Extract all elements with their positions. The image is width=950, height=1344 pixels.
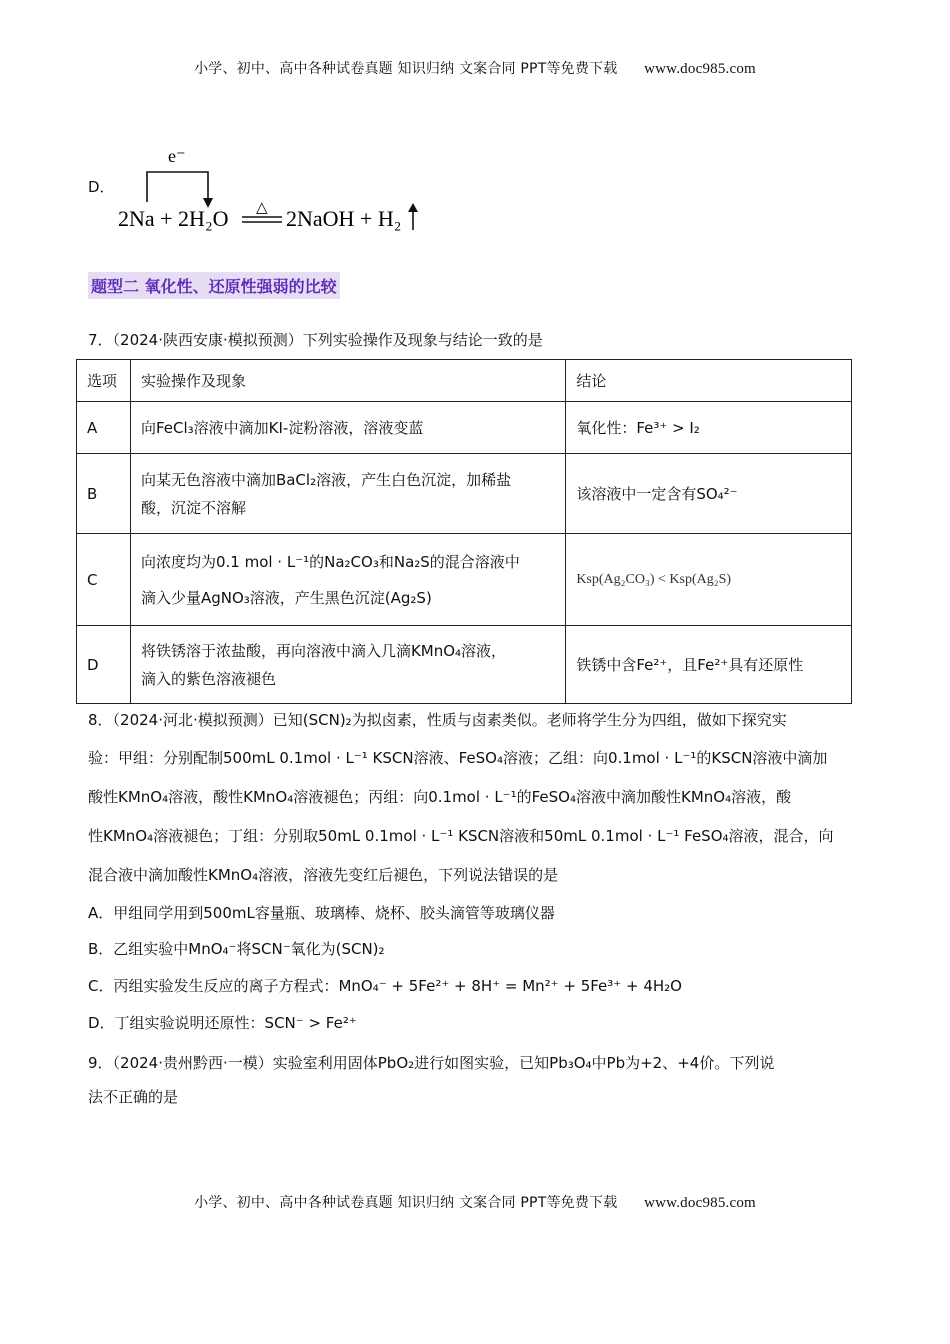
q7-table <box>76 359 852 704</box>
q8-line-3: 酸性KMnO₄溶液，酸性KMnO₄溶液褪色；丙组：向0.1mol · L⁻¹的FeSO₄溶液中滴加酸性KMnO₄溶液，酸 <box>88 788 792 806</box>
row-conclusion: 该溶液中一定含有SO₄²⁻ <box>566 454 852 534</box>
option-d-label: D． <box>88 178 115 196</box>
q8-line-5: 混合液中滴加酸性KMnO₄溶液，溶液先变红后褪色，下列说法错误的是 <box>88 866 559 884</box>
row-option: B <box>77 454 131 534</box>
row-operation <box>130 454 565 534</box>
table-row <box>77 454 852 534</box>
q7-stem: 7．（2024·陕西安康·模拟预测）下列实验操作及现象与结论一致的是 <box>88 331 543 349</box>
header-option: 选项 <box>77 360 131 402</box>
equation-right: 2NaOH + H₂ <box>286 206 402 231</box>
q9-line-2: 法不正确的是 <box>88 1088 179 1106</box>
footer-text: 小学、初中、高中各种试卷真题 知识归纳 文案合同 PPT等免费下载 <box>194 1195 618 1211</box>
heat-symbol: △ <box>256 200 268 216</box>
operation-line-2: 滴入少量AgNO₃溶液，产生黑色沉淀(Ag₂S) <box>140 588 432 607</box>
header-operation: 实验操作及现象 <box>130 360 565 402</box>
row-operation: 向FeCl₃溶液中滴加KI-淀粉溶液，溶液变蓝 <box>130 402 565 454</box>
q8-line-2: 验：甲组：分别配制500mL 0.1mol · L⁻¹ KSCN溶液、FeSO₄溶液；乙组：向0.1mol · L⁻¹的KSCN溶液中滴加 <box>88 749 828 767</box>
header-text: 小学、初中、高中各种试卷真题 知识归纳 文案合同 PPT等免费下载 <box>194 61 618 77</box>
section-title: 题型二 氧化性、还原性强弱的比较 <box>88 272 340 299</box>
row-option: C <box>77 534 131 626</box>
header-site-link[interactable]: www.doc985.com <box>644 61 756 77</box>
row-operation <box>130 534 565 626</box>
gas-up-arrow-icon <box>408 203 418 230</box>
q8-line-1: 8．（2024·河北·模拟预测）已知(SCN)₂为拟卤素，性质与卤素类似。老师将学生分为四组，做如下探究实 <box>88 711 787 729</box>
operation-line-1: 向某无色溶液中滴加BaCl₂溶液，产生白色沉淀，加稀盐 <box>140 470 512 489</box>
q8-option-d[interactable]: D．丁组实验说明还原性：SCN⁻ > Fe²⁺ <box>88 1014 357 1032</box>
row-conclusion: 氧化性：Fe³⁺ > I₂ <box>566 402 852 454</box>
operation-line-1: 将铁锈溶于浓盐酸，再向溶液中滴入几滴KMnO₄溶液， <box>140 641 507 660</box>
row-option: D <box>77 626 131 704</box>
equation-left: 2Na + 2H₂O <box>118 206 229 231</box>
footer-site-link[interactable]: www.doc985.com <box>644 1195 756 1211</box>
q9-line-1: 9．（2024·贵州黔西·一模）实验室利用固体PbO₂进行如图实验，已知Pb₃O₄中Pb为+2、+4价。下列说 <box>88 1054 775 1072</box>
page-header <box>0 58 950 78</box>
operation-line-2: 酸，沉淀不溶解 <box>140 498 246 517</box>
operation-line-2: 滴入的紫色溶液褪色 <box>140 669 276 688</box>
electron-label: e⁻ <box>168 146 186 166</box>
table-header-row <box>77 360 852 402</box>
page-footer <box>0 1192 950 1212</box>
operation-line-1: 向浓度均为0.1 mol · L⁻¹的Na₂CO₃和Na₂S的混合溶液中 <box>140 552 520 571</box>
header-conclusion: 结论 <box>566 360 852 402</box>
electron-transfer-diagram <box>110 140 440 235</box>
q8-option-b[interactable]: B．乙组实验中MnO₄⁻将SCN⁻氧化为(SCN)₂ <box>88 940 385 958</box>
row-operation <box>130 626 565 704</box>
q8-option-a[interactable]: A．甲组同学用到500mL容量瓶、玻璃棒、烧杯、胶头滴管等玻璃仪器 <box>88 904 555 922</box>
row-conclusion: Ksp(Ag₂CO₃) < Ksp(Ag₂S) <box>566 534 852 626</box>
table-row <box>77 402 852 454</box>
row-conclusion: 铁锈中含Fe²⁺，且Fe²⁺具有还原性 <box>566 626 852 704</box>
q8-option-c[interactable]: C．丙组实验发生反应的离子方程式：MnO₄⁻ + 5Fe²⁺ + 8H⁺ = Mn²⁺ + 5Fe³⁺ + 4H₂O <box>88 977 682 995</box>
electron-transfer-arrow <box>147 172 213 208</box>
table-row <box>77 626 852 704</box>
row-option: A <box>77 402 131 454</box>
q8-line-4: 性KMnO₄溶液褪色；丁组：分别取50mL 0.1mol · L⁻¹ KSCN溶液和50mL 0.1mol · L⁻¹ FeSO₄溶液，混合，向 <box>88 827 834 845</box>
table-row <box>77 534 852 626</box>
